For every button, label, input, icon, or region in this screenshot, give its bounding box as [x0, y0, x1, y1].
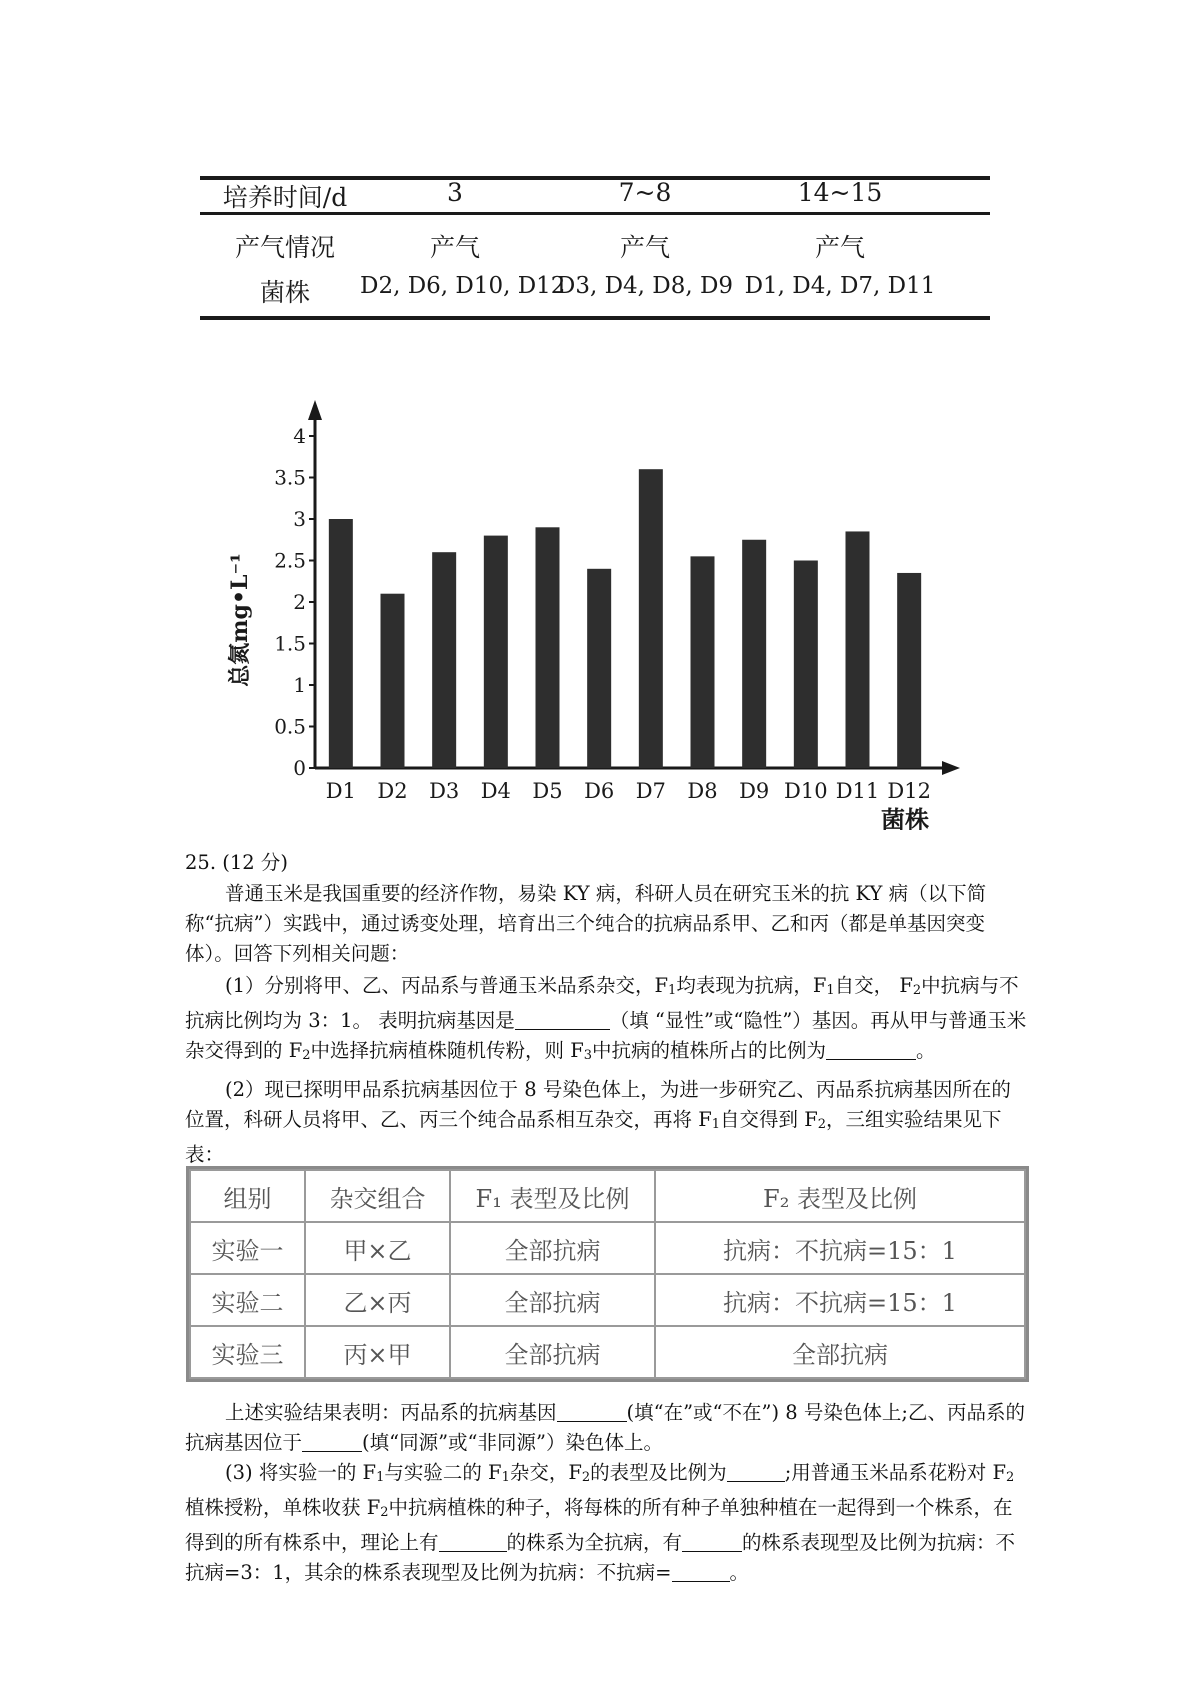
table-cell: 抗病：不抗病=15：1 — [655, 1222, 1025, 1274]
answer-blank[interactable] — [826, 1039, 916, 1060]
table-row — [190, 1274, 1025, 1326]
x-tick-label: D9 — [739, 779, 770, 803]
answer-blank[interactable] — [557, 1401, 627, 1422]
table-cell: 丙×甲 — [305, 1326, 450, 1378]
y-tick-label: 0 — [293, 756, 306, 780]
subscript: 1 — [668, 983, 677, 998]
x-tick-label: D11 — [835, 779, 880, 803]
subscript: 2 — [380, 1505, 389, 1520]
bar — [846, 531, 870, 768]
bar — [794, 561, 818, 769]
text-span: (填“在”或“不在”) 8 号染色体上;乙、丙品系的抗病基因位于 — [185, 1401, 1025, 1454]
bar — [484, 536, 508, 768]
table-cell: 甲×乙 — [305, 1222, 450, 1274]
subscript: 2 — [581, 1470, 591, 1485]
text-span: 中抗病植株的种子，将每株的所有种子单独种植在一起得到一个株系，在得到的所有株系中，理论上有 — [185, 1496, 1013, 1554]
text-span: 植株授粉，单株收获 F — [185, 1496, 381, 1519]
question-results-conclusion — [185, 1398, 1030, 1458]
subscript: 2 — [817, 1117, 827, 1132]
subscript: 1 — [711, 1117, 721, 1132]
text-span: 中选择抗病植株随机传粉，则 F — [310, 1039, 584, 1062]
text-span: (填“同源”或“非同源”）染色体上。 — [362, 1431, 663, 1454]
table-cell: 实验三 — [190, 1326, 305, 1378]
y-tick-label: 2 — [293, 590, 306, 614]
x-tick-label: D12 — [887, 779, 931, 803]
y-axis-label: 总氮mg•L⁻¹ — [227, 553, 253, 687]
bar — [381, 594, 405, 768]
bar — [329, 519, 353, 768]
table-cell: D1, D4, D7, D11 — [744, 273, 936, 299]
question-part-1 — [185, 971, 1030, 1071]
table-cell: D3, D4, D8, D9 — [556, 273, 734, 299]
subscript: 1 — [826, 983, 835, 998]
bar — [897, 573, 921, 768]
answer-blank[interactable] — [302, 1431, 362, 1452]
x-tick-label: D8 — [687, 779, 718, 803]
answer-blank[interactable] — [439, 1531, 507, 1552]
answer-blank[interactable] — [727, 1461, 785, 1482]
table-header-cell: 7~8 — [618, 178, 672, 207]
table-row — [190, 1222, 1025, 1274]
x-axis-arrow — [942, 761, 960, 775]
question-part-2 — [185, 1075, 1030, 1170]
table-cell: 全部抗病 — [655, 1326, 1025, 1378]
x-tick-label: D5 — [532, 779, 563, 803]
text-span: 。 — [729, 1561, 750, 1584]
text-span: 自交得到 F — [720, 1108, 818, 1131]
subscript: 2 — [912, 983, 922, 998]
bar — [742, 540, 766, 768]
subscript: 1 — [501, 1470, 510, 1485]
text-span: 的表型及比例为 — [590, 1461, 727, 1484]
text-span: (1）分别将甲、乙、丙品系与普通玉米品系杂交，F — [225, 974, 669, 997]
table-cell: 实验二 — [190, 1274, 305, 1326]
x-tick-label: D2 — [377, 779, 408, 803]
text-span: 自交， F — [834, 974, 913, 997]
x-tick-label: D7 — [635, 779, 666, 803]
table-cell: 产气情况 — [234, 233, 335, 262]
answer-blank[interactable] — [672, 1561, 730, 1582]
bar — [639, 469, 663, 768]
x-tick-label: D4 — [480, 779, 511, 803]
table-cell: 实验一 — [190, 1222, 305, 1274]
table-cell: 全部抗病 — [450, 1222, 655, 1274]
y-tick-label: 1 — [293, 673, 306, 697]
subscript: 3 — [583, 1048, 593, 1063]
table-header-cell: F₂ 表型及比例 — [655, 1170, 1025, 1222]
y-tick-label: 4 — [293, 424, 306, 448]
answer-blank[interactable] — [682, 1531, 742, 1552]
subscript: 2 — [1006, 1470, 1015, 1485]
table-cell: 产气 — [429, 233, 480, 262]
text-span: 上述实验结果表明：丙品系的抗病基因 — [225, 1401, 557, 1424]
table-header-row — [190, 1170, 1025, 1222]
text-span: 的株系表现型及比例为抗病：不抗病=3：1，其余的株系表现型及比例为抗病：不抗病= — [185, 1531, 1016, 1584]
table-header-cell: F₁ 表型及比例 — [450, 1170, 655, 1222]
x-tick-label: D6 — [584, 779, 615, 803]
table-row — [190, 1326, 1025, 1378]
bar — [587, 569, 611, 768]
subscript: 1 — [376, 1470, 385, 1485]
text-span: 杂交，F — [509, 1461, 582, 1484]
question-number: 25. (12 分) — [185, 851, 288, 874]
y-tick-label: 0.5 — [274, 714, 306, 739]
y-tick-label: 3 — [293, 507, 306, 531]
text-span: （填 “显性”或“隐性”）基因。再从甲与普通玉米杂交得到的 F — [185, 1009, 1027, 1062]
y-tick-label: 1.5 — [274, 631, 306, 656]
table-header-cell: 14~15 — [797, 178, 883, 207]
table-cell: 产气 — [619, 233, 670, 262]
bar — [691, 556, 715, 768]
x-tick-label: D10 — [784, 779, 828, 803]
table-header-cell: 杂交组合 — [305, 1170, 450, 1222]
question-part-3 — [185, 1458, 1030, 1588]
total-nitrogen-bar-chart — [205, 390, 975, 830]
cross-results-table — [186, 1166, 1029, 1382]
bar — [536, 527, 560, 768]
x-tick-label: D3 — [429, 779, 460, 803]
table-cell: 乙×丙 — [305, 1274, 450, 1326]
subscript: 2 — [302, 1048, 311, 1063]
table-header-cell: 3 — [447, 178, 463, 207]
table-cell: 抗病：不抗病=15：1 — [655, 1274, 1025, 1326]
x-axis-label: 菌株 — [881, 805, 929, 830]
text-span: ;用普通玉米品系花粉对 F — [784, 1461, 1006, 1484]
y-tick-label: 2.5 — [274, 548, 306, 573]
text-span: 中抗病与不抗病比例均为 3：1。 表明抗病基因是 — [185, 974, 1019, 1032]
text-span: ，三组实验结果见下表： — [185, 1108, 1002, 1166]
bar — [432, 552, 456, 768]
text-span: 的株系为全抗病，有 — [506, 1531, 683, 1554]
chart-bars — [329, 469, 921, 768]
x-tick-label: D1 — [325, 779, 356, 803]
table-cell: 菌株 — [259, 278, 310, 307]
table-cell: 全部抗病 — [450, 1326, 655, 1378]
table-header-cell: 培养时间/d — [222, 183, 348, 212]
text-span: 均表现为抗病，F — [676, 974, 827, 997]
y-axis-arrow — [308, 400, 322, 420]
table-header-cell: 组别 — [190, 1170, 305, 1222]
table-cell: 产气 — [814, 233, 865, 262]
table-cell: 全部抗病 — [450, 1274, 655, 1326]
text-span: 。 — [916, 1039, 936, 1062]
text-span: 中抗病的植株所占的比例为 — [592, 1039, 827, 1062]
text-span: 与实验二的 F — [384, 1461, 502, 1484]
answer-blank[interactable] — [515, 1009, 610, 1030]
question-intro: 普通玉米是我国重要的经济作物，易染 KY 病，科研人员在研究玉米的抗 KY 病（以下简称“抗病”）实践中，通过诱变处理，培育出三个纯合的抗病品系甲、乙和丙（都是单基因突变体）。回答下列相关问题： — [185, 882, 987, 965]
table-cell: D2, D6, D10, D12 — [360, 273, 566, 299]
text-span: (3) 将实验一的 F — [225, 1461, 377, 1484]
culture-table — [200, 176, 990, 348]
text-span: (2）现已探明甲品系抗病基因位于 8 号染色体上，为进一步研究乙、丙品系抗病基因所在的位置，科研人员将甲、乙、丙三个纯合品系相互杂交，再将 F — [185, 1078, 1011, 1131]
y-tick-label: 3.5 — [274, 465, 306, 490]
table-bottom-rule — [200, 316, 990, 320]
